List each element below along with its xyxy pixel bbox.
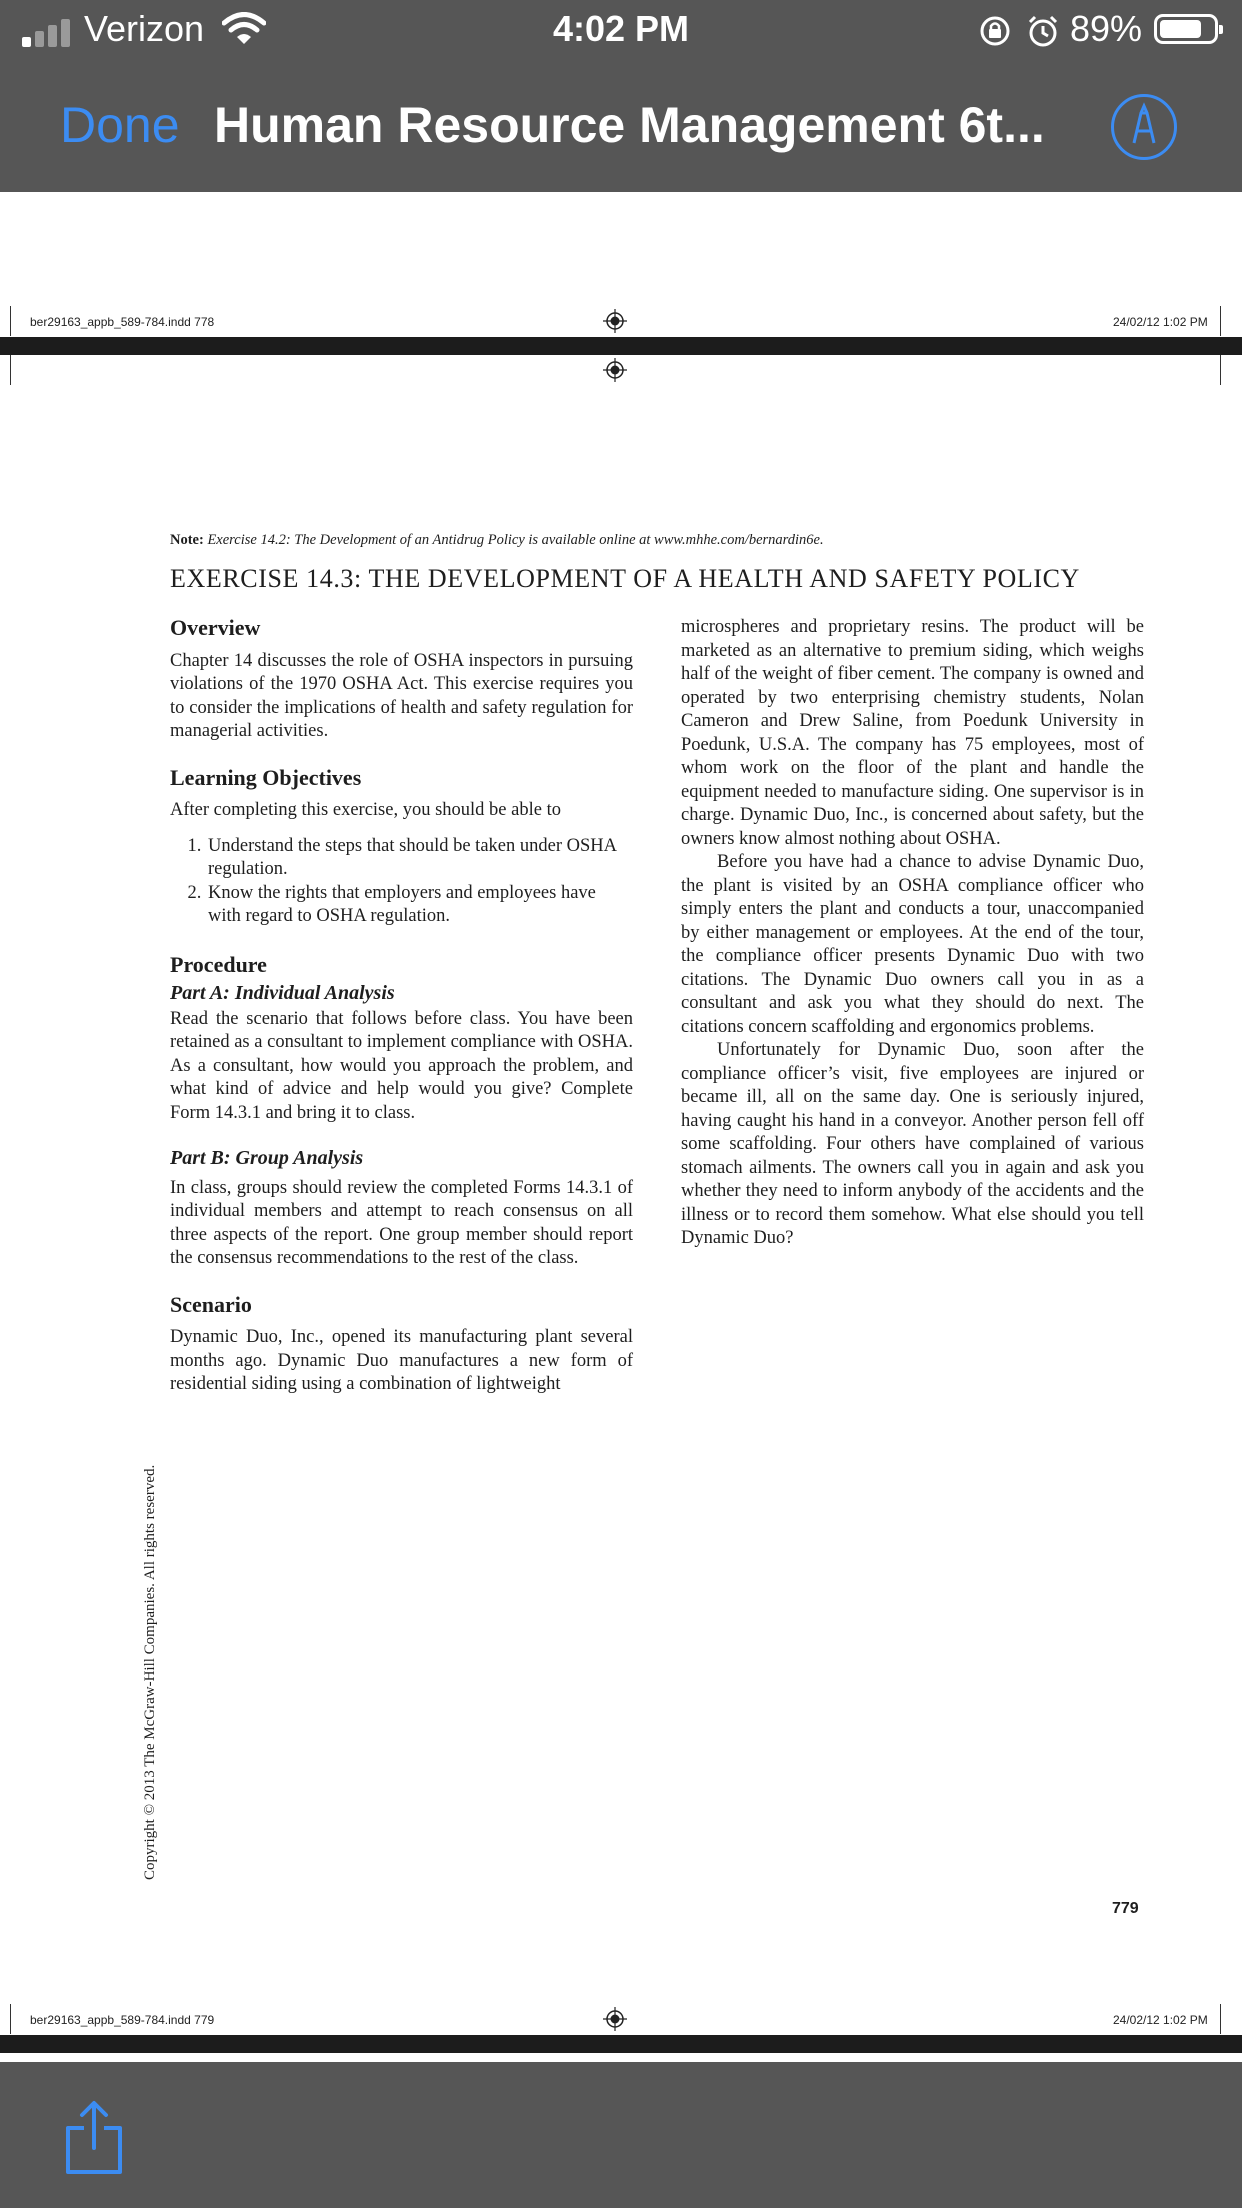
part-b-heading: Part B: Group Analysis bbox=[170, 1147, 364, 1169]
status-time: 4:02 PM bbox=[552, 8, 690, 49]
page-number: 779 bbox=[1112, 1900, 1139, 1917]
overview-text: Chapter 14 discusses the role of OSHA inspectors in pursuing violations of the 1970 OSHA Act. This exercise requires you to consider the implications of health and safety regulation for managerial activities. bbox=[170, 650, 633, 741]
share-icon[interactable] bbox=[62, 2100, 126, 2176]
part-a-heading: Part A: Individual Analysis bbox=[170, 982, 395, 1004]
note-label: Note: bbox=[170, 532, 204, 548]
battery-percent: 89% bbox=[1070, 8, 1143, 49]
slug-date: 24/02/12 1:02 PM bbox=[1113, 2013, 1208, 2027]
objectives-intro: After completing this exercise, you should be able to bbox=[170, 800, 561, 820]
left-column bbox=[170, 616, 633, 1397]
objectives-heading: Learning Objectives bbox=[170, 764, 362, 790]
right-paragraph-1: microspheres and proprietary resins. The product will be marketed as an alternative to premium siding, which weighs half of the weight of fiber cement. The company is owned and operated by two enterprising chemistry students, Nolan Cameron and Drew Saline, from Poedunk University in Poedunk, U.S.A. The company has 75 employees, most of whom work on the floor of the plant and handle the equipment needed to manufacture siding. One supervisor is in charge. Dynamic Duo, Inc., is concerned about safety, but the owners know almost nothing about OSHA. bbox=[681, 617, 1144, 849]
slug-date: 24/02/12 1:02 PM bbox=[1113, 315, 1208, 329]
procedure-heading: Procedure bbox=[170, 951, 267, 977]
objective-item: 2. Know the rights that employers and employees have with regard to OSHA regulation. bbox=[206, 882, 633, 929]
part-b-text: In class, groups should review the completed Forms 14.3.1 of individual members and attempt to reach consensus on all three aspects of the report. One group member should report the consensus recommendations to the rest of the class. bbox=[170, 1177, 633, 1268]
right-column bbox=[681, 616, 1144, 1251]
registration-mark-icon bbox=[603, 2007, 627, 2031]
copyright-notice: Copyright © 2013 The McGraw-Hill Companies. All rights reserved. bbox=[142, 1464, 158, 1880]
document-title: Human Resource Management 6t... bbox=[214, 97, 1045, 153]
part-a-text: Read the scenario that follows before class. You have been retained as a consultant to implement compliance with OSHA. As a consultant, how would you approach the problem, and what kind of advice and help would you give? Complete Form 14.3.1 and bring it to class. bbox=[170, 1008, 633, 1123]
objectives-list bbox=[170, 835, 633, 929]
note-text: Exercise 14.2: The Development of an Antidrug Policy is available online at www.mhhe.com/bernardin6e. bbox=[207, 532, 824, 548]
slug-file-name: ber29163_appb_589-784.indd 778 bbox=[30, 315, 215, 329]
slug-file-name: ber29163_appb_589-784.indd 779 bbox=[30, 2013, 215, 2027]
overview-heading: Overview bbox=[170, 615, 261, 640]
bottom-toolbar bbox=[0, 2062, 1242, 2208]
right-paragraph-2: Before you have had a chance to advise Dynamic Duo, the plant is visited by an OSHA compliance officer who simply enters the plant and conducts a tour, unaccompanied by either management or employees. At the end of the tour, the compliance officer presents Dynamic Duo with two citations. The Dynamic Duo owners call you in as a consultant and ask you what they should do next. The citations concern scaffolding and ergonomics problems. bbox=[681, 852, 1144, 1037]
right-paragraph-3: Unfortunately for Dynamic Duo, soon after the compliance officer’s visit, five employees are injured or became ill, all on the same day. One is seriously injured, having caught his hand in a conveyor. Another person fell off some scaffolding. Four others have complained of various stomach ailments. The owners call you in again and ask you whether they need to inform anybody of the accidents and the illness or to record them somehow. What else should you tell Dynamic Duo? bbox=[681, 1040, 1144, 1248]
scenario-heading: Scenario bbox=[170, 1291, 252, 1317]
done-button[interactable]: Done bbox=[60, 97, 180, 153]
note bbox=[170, 532, 824, 549]
carrier-name: Verizon bbox=[84, 8, 205, 49]
objective-item: 1. Understand the steps that should be taken under OSHA regulation. bbox=[206, 835, 633, 882]
scenario-text: Dynamic Duo, Inc., opened its manufacturing plant several months ago. Dynamic Duo manufactures a new form of residential siding using a combination of lightweight bbox=[170, 1327, 633, 1394]
page-separator bbox=[0, 2035, 1242, 2053]
exercise-title: EXERCISE 14.3: THE DEVELOPMENT OF A HEALTH AND SAFETY POLICY bbox=[170, 564, 1080, 593]
